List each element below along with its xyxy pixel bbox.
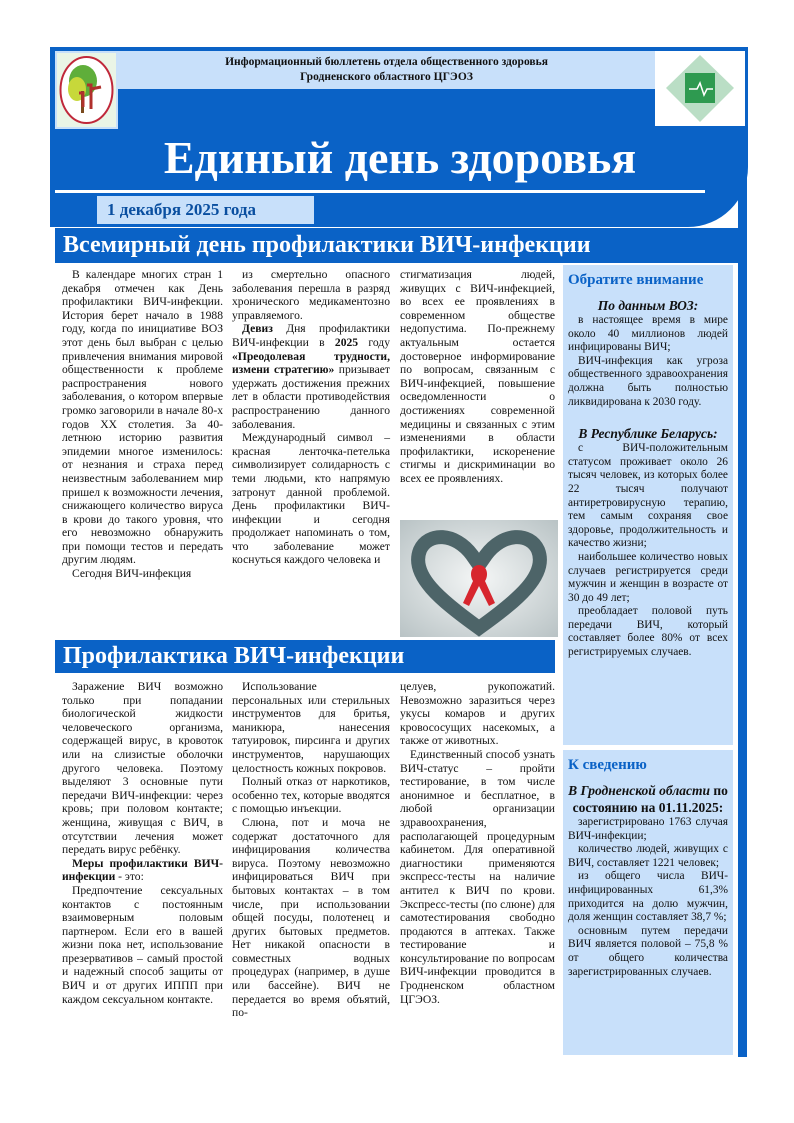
measures-heading [62,857,223,884]
sidebar-heading: Обратите внимание [568,272,704,288]
paragraph: Сегодня ВИЧ-инфекция [72,567,192,581]
section2-column-3 [400,680,555,1006]
paragraph: стигматизация людей, живущих с ВИЧ-инфекцией, во всех ее проявлениях в современном обществе недопустима. По-прежнему актуальным остается достоверное информирование по вопросам, связанным с ВИЧ-инфекцией, повышение осведомленности о достижениях современной медицины и связанных с этим изменениями в области профилактики, искоренение стигмы и дискриминации во всех ее проявлениях. [400,268,555,485]
list-item: с ВИЧ-положительным статусом проживает около 26 тысяч человек, из которых более 22 тысяч получают антиретровирусную терапию, тем самым сохраняя свое здоровье, продолжительность и качество жизни; [568,442,728,550]
issue-date: 1 декабря 2025 года [97,196,314,224]
motto-text: году [358,335,390,349]
sidebar-heading: К сведению [568,757,647,773]
bulletin-line-1: Информационный бюллетень отдела общественного здоровья [225,56,548,68]
bulletin-band [118,51,655,89]
section1-column-1 [62,268,223,581]
list-item: преобладает половой путь передачи ВИЧ, который составляет более 80% от всех регистрируемых случаев. [568,605,728,659]
section-heading-hiv-day: Всемирный день профилактики ВИЧ-инфекции [55,228,738,263]
section1-column-2 [232,268,390,567]
paragraph: Слюна, пот и моча не содержат достаточного для инфицирования количества вируса. Поэтому невозможно инфицироваться ВИЧ при бытовых контактах – в том числе, при использовании общей посуды, полотенец и других бытовых предметов. Нет никакой опасности в совместных водных процедурах (например, в душе или бассейне). ВИЧ не передается во время объятий, по- [232,815,390,1020]
motto-text: призывает удержать достижения прежних лет в области противодействия распространению данного заболевания. [232,363,390,431]
list-item: количество людей, живущих с ВИЧ, составляет 1221 человек; [568,843,728,869]
sidebar-subheading: По данным ВОЗ: [597,298,699,313]
sidebar-subheading: В Республике Беларусь: [578,426,718,442]
region-label: В Гродненской области [568,783,711,798]
heart-hands-ribbon-image [400,520,558,637]
list-item: основным путем передачи ВИЧ является половой – 75,8 % от общего количества зарегистрированных случаев. [568,924,728,978]
ornament-logo-icon [655,51,745,126]
paragraph: из смертельно опасного заболевания перешла в разряд хронического медикаментозно управляемого. [232,268,390,322]
list-item: из общего числа ВИЧ-инфицированных 61,3% приходится на долю мужчин, доля женщин составляет 38,7 %; [568,870,728,924]
motto-text: Дня профилактики ВИЧ-инфекции в [232,322,390,349]
measures-tail: - это: [115,870,144,884]
paragraph: Полный отказ от наркотиков, особенно тех, которые вводятся с помощью инъекции. [232,775,390,816]
list-item: наибольшее количество новых случаев регистрируется среди мужчин и женщин в возрасте от 30 до 49 лет; [568,550,728,604]
sidebar-info [563,750,733,1055]
health-logo-icon [55,51,118,129]
list-item: в настоящее время в мире около 40 миллионов людей инфицированы ВИЧ; [568,314,728,354]
as-of-date: по состоянию на 01.11.2025: [572,783,728,815]
bulletin-line-2: Гродненского областного ЦГЭОЗ [300,71,473,83]
paragraph: целуев, рукопожатий. Невозможно заразиться через укусы комаров и других кровососущих насекомых, а также от животных. [400,680,555,748]
page-frame-right [738,47,747,1057]
paragraph: Заражение ВИЧ возможно только при попадании биологической жидкости человеческого организма, содержащей вирус, в кровоток или на слизистые оболочки другого человека. Поэтому выделяют 3 основные пути передачи ВИЧ-инфекции: через кровь; при половом контакте; женщина, живущая с ВИЧ, в отсутствии лечения может передать вирус ребёнку. [62,680,223,857]
list-item: зарегистрировано 1763 случая ВИЧ-инфекции; [568,816,728,842]
title-divider [55,190,705,193]
motto-label: Девиз [242,322,273,336]
newsletter-title: Единый день здоровья [163,132,637,183]
motto-year: 2025 [334,335,359,349]
section2-column-2 [232,680,390,1020]
section-heading-prevention: Профилактика ВИЧ-инфекции [55,640,555,673]
motto-paragraph [232,322,390,431]
list-item: ВИЧ-инфекция как угроза общественного здравоохранения должна быть полностью ликвидирована к 2030 году. [568,354,728,408]
paragraph: Использование персональных или стерильных инструментов для бритья, маникюра, нанесения татуировок, пирсинга и других инструментов, нарушающих целостность кожных покровов. [232,680,390,775]
paragraph: Единственный способ узнать ВИЧ-статус – пройти тестирование, в том числе анонимное и бесплатное, в любой организации здравоохранения, располагающей процедурным кабинетом. Для оперативной диагностики применяются экспресс-тесты на наличие антител к ВИЧ по крови. Экспресс-тесты (по слюне) для самотестирования свободно продаются в аптеках. Также тестирование и консультирование по вопросам ВИЧ-инфекции проводится в Гродненском областном ЦГЭОЗ. [400,747,555,1006]
sidebar-attention [563,265,733,745]
paragraph: В календаре многих стран 1 декабря отмечен как День профилактики ВИЧ-инфекции. История берет начало в 1988 году, когда по инициативе ВОЗ этот день был выбран с целью привлечения внимания мировой общественности к проблеме распространения нового заболевания, о котором впервые громко заговорили в начале 80-х годов XX столетия. За 40-летнюю историю развития эпидемии многое изменилось: от незнания и страха перед неизвестным заболеванием мир пришел к возможности лечения, снижающего количество вируса в крови до такого уровня, что его невозможно обнаружить при помощи тестов и передать другим людям. [62,268,223,567]
section1-column-3 [400,268,555,486]
paragraph: Предпочтение сексуальных контактов с постоянным взаимоверным половым партнером. Если его в вашей жизни пока нет, использование презервативов – самый простой и надежный способ защиты от ВИЧ и от других ИППП при каждом сексуальном контакте. [62,883,223,1006]
sidebar-subheading [568,782,728,816]
measures-label: Меры профилактики ВИЧ-инфекции [62,856,223,884]
motto-quote: «Преодолевая трудности, измени стратегию» [232,349,390,377]
paragraph: Международный символ – красная ленточка-петелька символизирует солидарность с теми людьми, кто напрямую затронут данной проблемой. День профилактики ВИЧ-инфекции и сегодня продолжает напоминать о том, что заболевание может коснуться каждого человека и [232,431,390,567]
section2-column-1 [62,680,223,1006]
